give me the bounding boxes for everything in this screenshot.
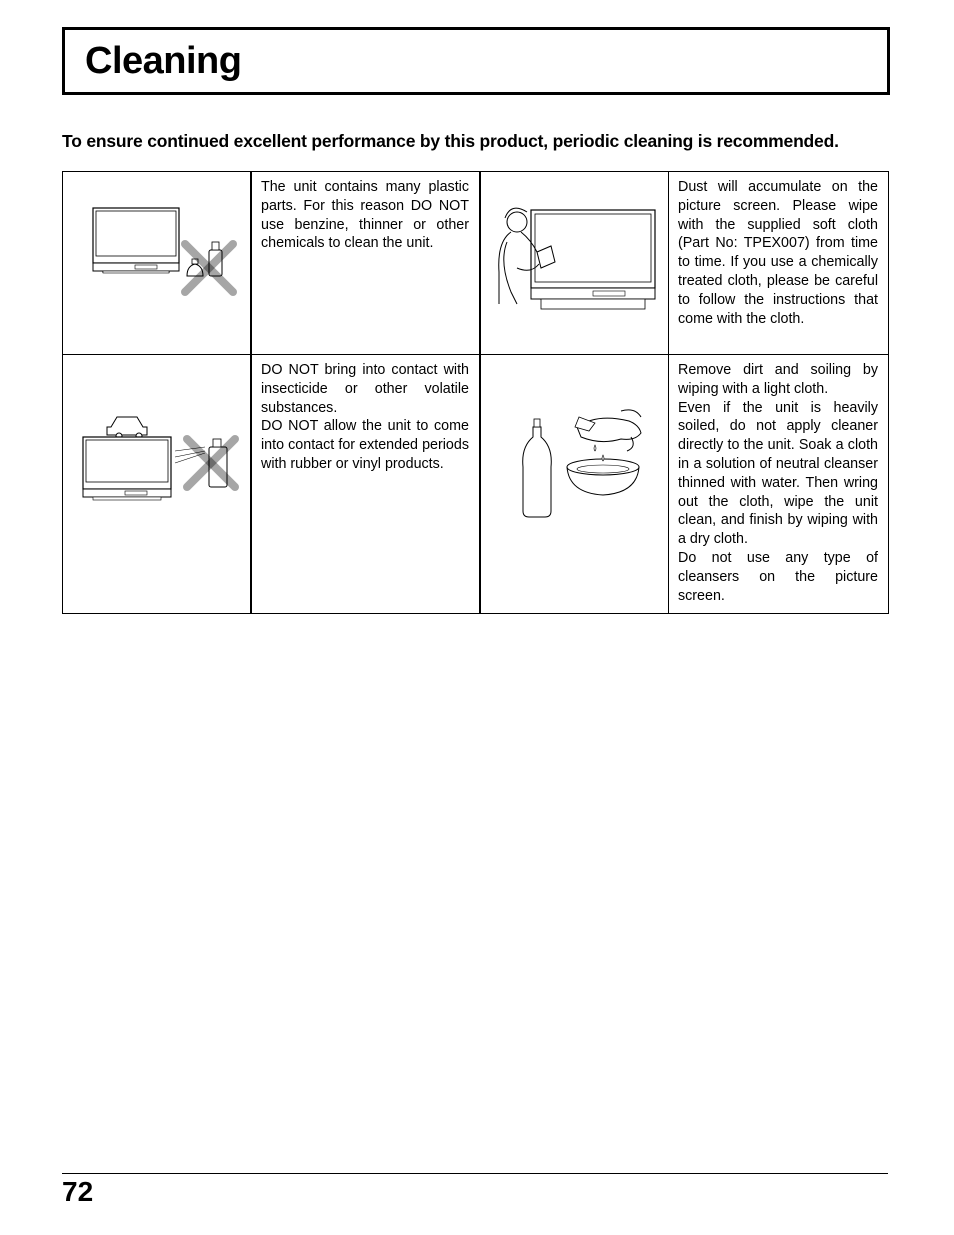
paragraph: Even if the unit is heavily soiled, do not apply cleaner directly to the unit. Soak a cloth in a solution of neutral cleanser thinned with water. Then wring out the cloth, wipe the unit clean, and finish by wiping with a dry cloth. — [678, 399, 878, 548]
text-cell — [251, 172, 480, 355]
illustration-cell — [480, 355, 669, 614]
intro-text: To ensure continued excellent performance by this product, periodic cleaning is recommended. — [62, 131, 839, 151]
title-box — [62, 27, 890, 95]
footer-rule — [62, 1173, 888, 1174]
text-cell — [669, 355, 889, 614]
paragraph: Do not use any type of cleansers on the picture screen. — [678, 549, 878, 604]
wring-cloth-icon — [481, 355, 668, 613]
cleaning-table — [62, 171, 889, 614]
text-cell — [251, 355, 480, 614]
paragraph: Dust will accumulate on the picture screen. Please wipe with the supplied soft cloth (Part No: TPEX007) from time to time. If you use a chemically treated cloth, please be careful to follow the instructions that come with the cloth. — [678, 179, 878, 327]
text-cell — [669, 172, 889, 355]
paragraph: DO NOT bring into contact with insecticide or other volatile substances. — [261, 362, 469, 416]
illustration-cell — [63, 172, 252, 355]
wipe-screen-icon — [481, 172, 668, 354]
no-spray-icon — [63, 355, 250, 613]
paragraph: DO NOT allow the unit to come into contact for extended periods with rubber or vinyl products. — [261, 418, 469, 472]
illustration-cell — [480, 172, 669, 355]
page-number: 72 — [62, 1176, 94, 1207]
paragraph: The unit contains many plastic parts. For this reason DO NOT use benzine, thinner or other chemicals to clean the unit. — [261, 179, 469, 252]
illustration-cell — [63, 355, 252, 614]
paragraph: Remove dirt and soiling by wiping with a light cloth. — [678, 362, 878, 397]
no-chemicals-icon — [63, 172, 250, 354]
table-row — [63, 355, 889, 614]
table-row — [63, 172, 889, 355]
page-title: Cleaning — [85, 40, 242, 82]
